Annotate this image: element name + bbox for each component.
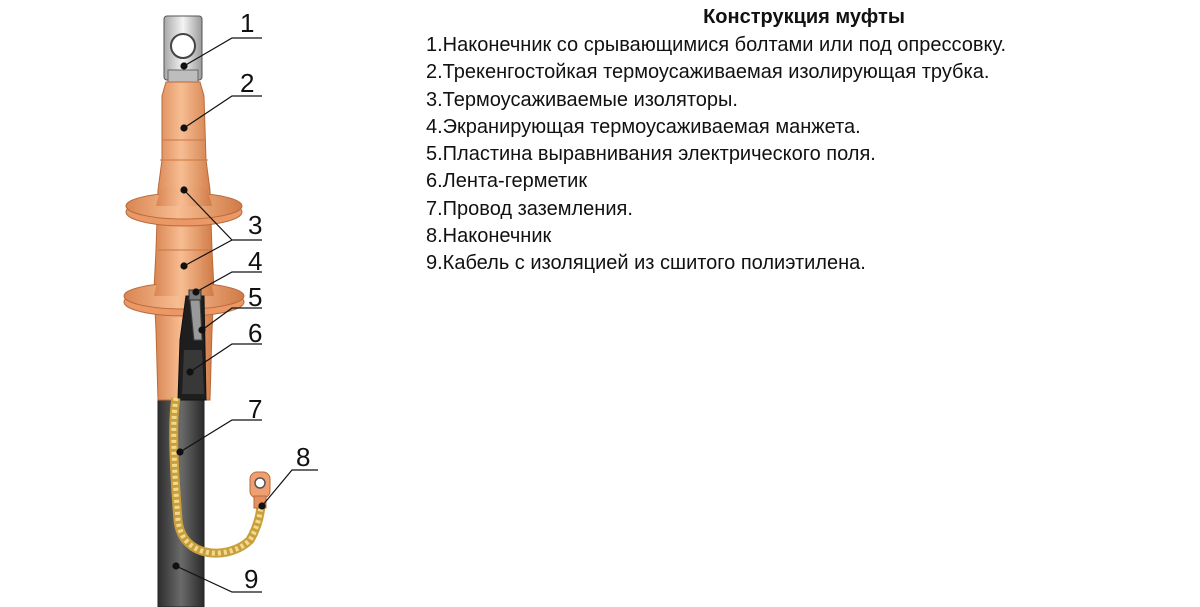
legend-item: 1.Наконечник со срывающимися болтами или под опрессовку. [426,34,1007,56]
legend-list [424,32,1184,278]
callout-9: 9 [244,564,259,594]
callout-4: 4 [248,246,263,276]
ground-lug [250,472,270,508]
legend-item: 8.Наконечник [426,225,552,248]
callout-2: 2 [240,68,255,98]
legend-item: 4.Экранирующая термоусаживаемая манжета. [426,115,861,138]
cable [158,380,204,607]
callout-1: 1 [240,8,255,38]
callout-5: 5 [248,282,263,312]
callout-6: 6 [248,318,263,348]
legend-item: 5.Пластина выравнивания электрического поля. [426,143,876,166]
legend-item: 3.Термоусаживаемые изоляторы. [426,88,738,111]
top-lug [164,16,202,84]
callout-8: 8 [296,442,311,472]
legend-title: Конструкция муфты [703,6,905,28]
legend-item: 9.Кабель с изоляцией из сшитого полиэтилена. [426,252,866,275]
legend-item: 6.Лента-герметик [426,170,588,193]
callout-numbers [240,8,310,594]
legend [424,4,1184,278]
callout-7: 7 [248,394,263,424]
legend-item: 7.Провод заземления. [426,197,633,220]
callout-3: 3 [248,210,263,240]
legend-item: 2.Трекенгостойкая термоусаживаемая изолирующая трубка. [426,61,990,84]
cable-termination-diagram [0,0,400,607]
